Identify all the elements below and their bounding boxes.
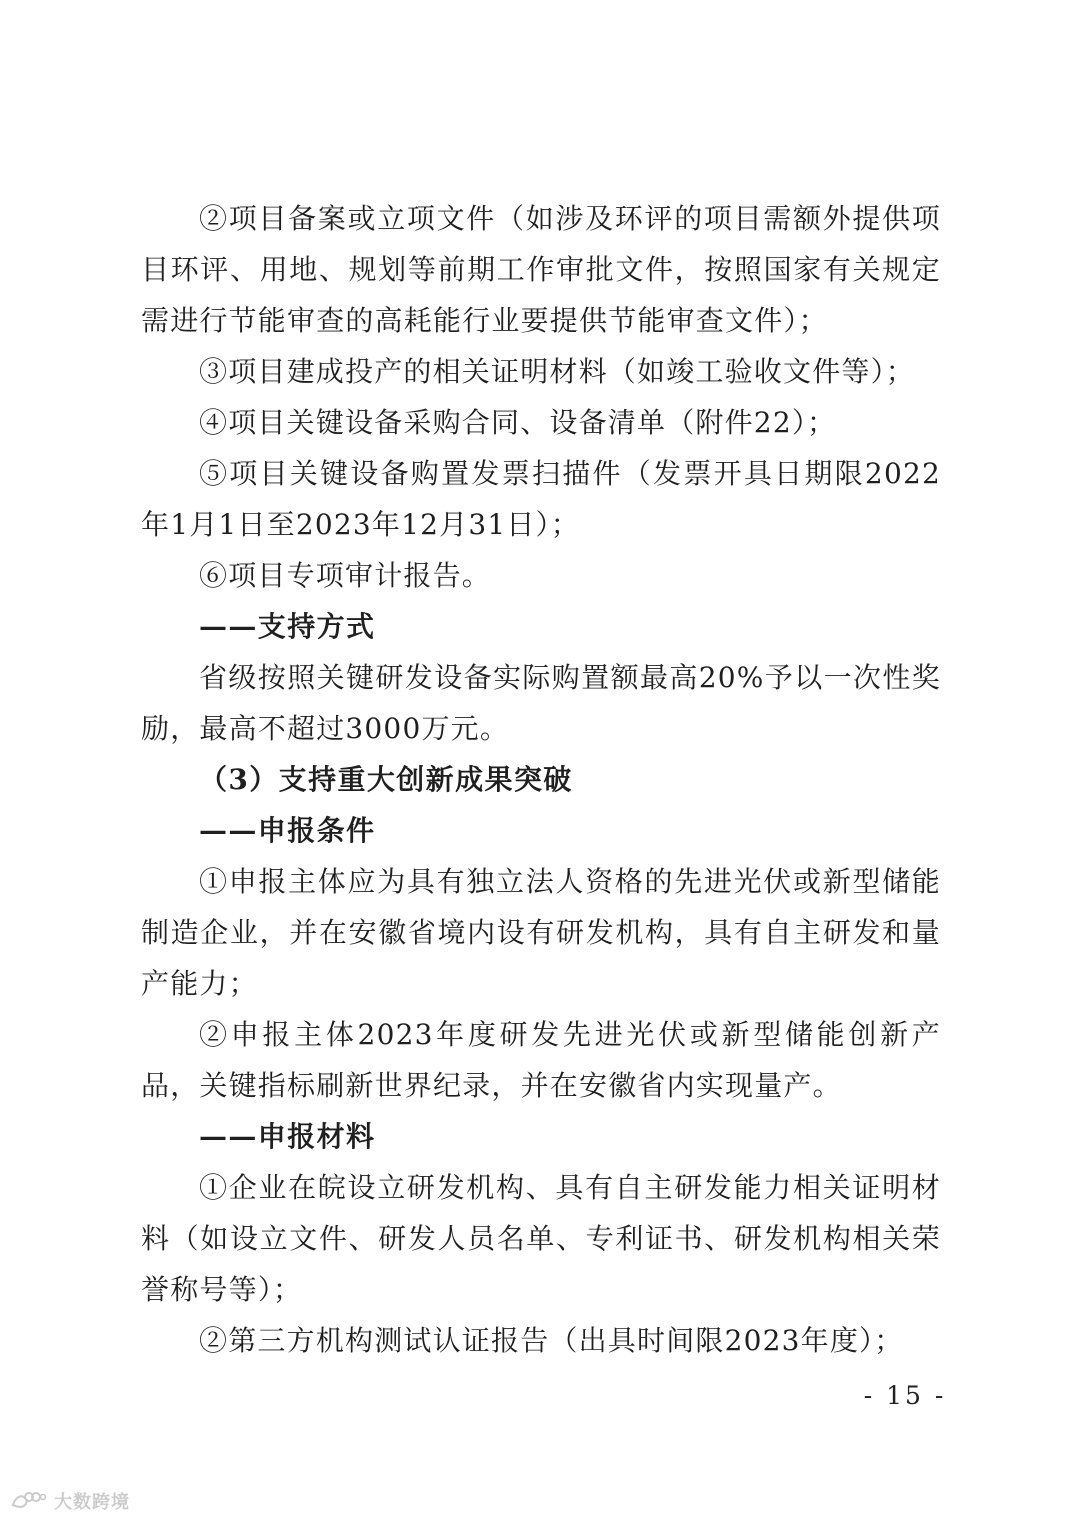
watermark <box>8 1488 130 1514</box>
page-number: - 15 - <box>863 1381 947 1410</box>
section-heading-application-materials: ——申报材料 <box>199 1120 376 1153</box>
section-heading-application-conditions: ——申报条件 <box>199 814 376 847</box>
document-body <box>141 193 941 1366</box>
watermark-text: 大数跨境 <box>54 1492 130 1513</box>
condition-item-2: ②申报主体2023年度研发先进光伏或新型储能创新产品，关键指标刷新世界纪录，并在安徽省内实现量产。 <box>141 1018 941 1102</box>
support-method-text: 省级按照关键研发设备实际购置额最高20%予以一次性奖励，最高不超过3000万元。 <box>141 661 941 745</box>
application-material-item-1: ①企业在皖设立研发机构、具有自主研发能力相关证明材料（如设立文件、研发人员名单、专利证书、研发机构相关荣誉称号等）； <box>141 1171 941 1306</box>
section-heading-major-innovation: （3）支持重大创新成果突破 <box>199 763 573 796</box>
application-material-item-2: ②第三方机构测试认证报告（出具时间限2023年度）； <box>199 1324 904 1357</box>
brand-logo-icon <box>8 1489 46 1513</box>
material-item-3: ③项目建成投产的相关证明材料（如竣工验收文件等）； <box>199 355 916 388</box>
material-item-4: ④项目关键设备采购合同、设备清单（附件22）； <box>199 406 837 439</box>
section-heading-support-method: ——支持方式 <box>199 610 376 643</box>
material-item-6: ⑥项目专项审计报告。 <box>199 559 492 592</box>
material-item-5: ⑤项目关键设备购置发票扫描件（发票开具日期限2022年1月1日至2023年12月31日）； <box>141 457 941 541</box>
condition-item-1: ①申报主体应为具有独立法人资格的先进光伏或新型储能制造企业，并在安徽省境内设有研发机构，具有自主研发和量产能力； <box>141 865 941 1000</box>
material-item-2: ②项目备案或立项文件（如涉及环评的项目需额外提供项目环评、用地、规划等前期工作审批文件，按照国家有关规定需进行节能审查的高耗能行业要提供节能审查文件）； <box>141 202 941 337</box>
